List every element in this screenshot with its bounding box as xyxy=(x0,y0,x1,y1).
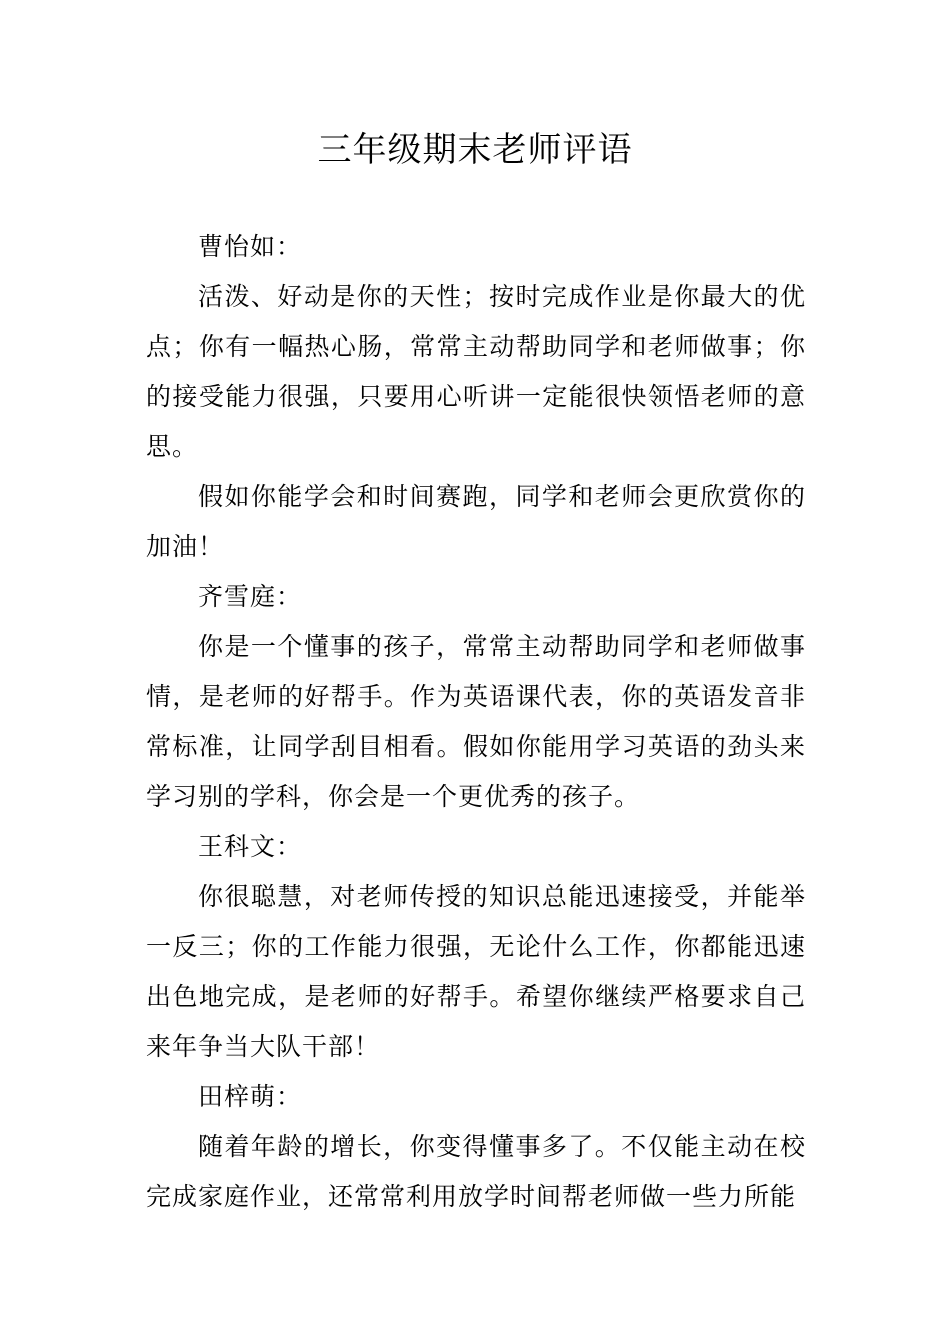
comment-paragraph: 你很聪慧，对老师传授的知识总能迅速接受，并能举一反三；你的工作能力很强，无论什么工作，你都能迅速出色地完成，是老师的好帮手。希望你继续严格要求自己来年争当大队干部！ xyxy=(146,882,806,1061)
student-name-heading: 曹怡如： xyxy=(198,232,303,261)
student-name-heading: 齐雪庭： xyxy=(198,582,303,611)
comment-paragraph: 假如你能学会和时间赛跑，同学和老师会更欣赏你的加油！ xyxy=(146,482,806,561)
comment-paragraph: 活泼、好动是你的天性；按时完成作业是你最大的优点；你有一幅热心肠，常常主动帮助同学和老师做事；你的接受能力很强，只要用心听讲一定能很快领悟老师的意思。 xyxy=(146,282,806,461)
student-name-heading: 田梓萌： xyxy=(198,1082,303,1111)
student-name-heading: 王科文： xyxy=(198,832,303,861)
comment-paragraph: 随着年龄的增长，你变得懂事多了。不仅能主动在校完成家庭作业，还常常利用放学时间帮老师做一些力所能 xyxy=(146,1132,806,1211)
document-body xyxy=(146,222,806,1222)
document-title: 三年级期末老师评语 xyxy=(317,130,633,170)
comment-paragraph: 你是一个懂事的孩子，常常主动帮助同学和老师做事情，是老师的好帮手。作为英语课代表，你的英语发音非常标准，让同学刮目相看。假如你能用学习英语的劲头来学习别的学科，你会是一个更优秀的孩子。 xyxy=(146,632,806,811)
